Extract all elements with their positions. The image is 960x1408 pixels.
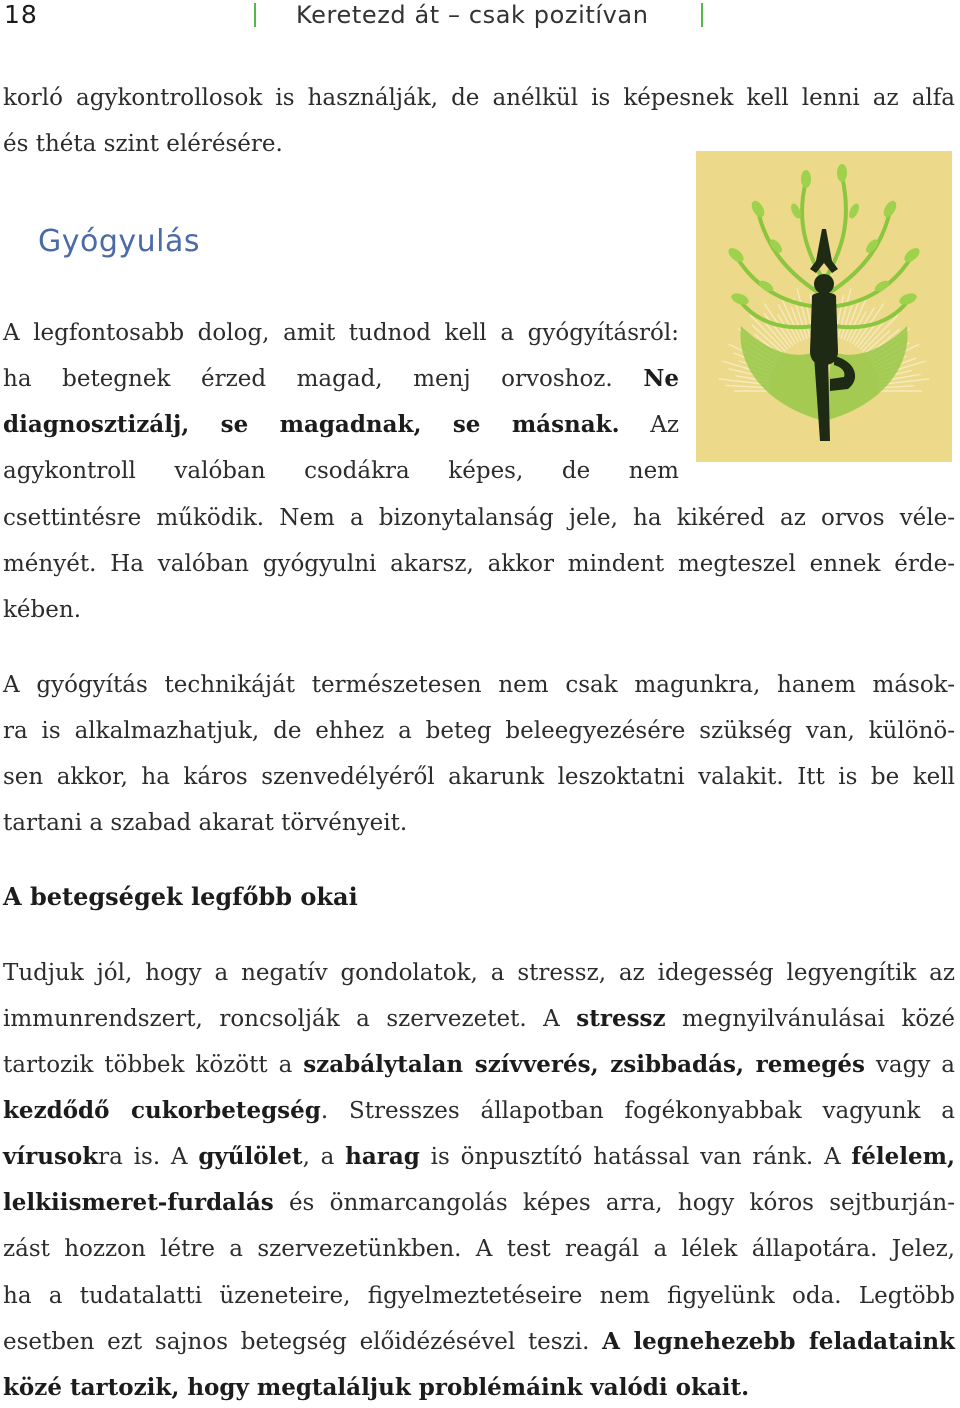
p3-line-2: immunrendszert, roncsolják a szervezetet. A stressz megnyilvánulásai közé	[3, 1005, 955, 1032]
p3-line-9: esetben ezt sajnos betegség előidézésével teszi. A legnehezebb feladataink	[3, 1328, 955, 1355]
p2-line-4: tartani a szabad akarat törvényeit.	[3, 810, 408, 836]
p1-line-3: diagnosztizálj, se magadnak, se másnak. Az	[3, 411, 680, 438]
p3-line-4: kezdődő cukorbetegség. Stresszes állapotban fogékonyabbak vagyunk a	[3, 1097, 955, 1124]
p3-line-7: zást hozzon létre a szervezetünkben. A test reagál a lélek állapotára. Jelez,	[3, 1236, 955, 1262]
page-number: 18	[4, 0, 38, 29]
p3-line-6: lelkiismeret-furdalás és önmarcangolás képes arra, hogy kóros sejtburján-	[3, 1189, 955, 1216]
intro-line-2: és théta szint elérésére.	[3, 131, 283, 157]
yoga-tree-icon	[696, 151, 952, 462]
p1-line-1: A legfontosabb dolog, amit tudnod kell a gyógyításról:	[3, 320, 679, 346]
p3-line-3: tartozik többek között a szabálytalan szívverés, zsibbadás, remegés vagy a	[3, 1051, 955, 1078]
p2-line-3: sen akkor, ha káros szenvedélyéről akarunk leszoktatni valakit. Itt is be kell	[3, 764, 955, 790]
p1-line-2: ha betegnek érzed magad, menj orvoshoz. Ne	[3, 365, 680, 392]
page-header	[0, 0, 960, 36]
p2-line-1: A gyógyítás technikáját természetesen nem csak magunkra, hanem mások-	[3, 672, 955, 698]
p3-line-1: Tudjuk jól, hogy a negatív gondolatok, a stressz, az idegesség legyengítik az	[3, 960, 955, 986]
intro-line-1: korló agykontrollosok is használják, de anélkül is képesnek kell lenni az alfa	[3, 85, 955, 111]
p1-line-4: agykontroll valóban csodákra képes, de nem	[3, 458, 679, 484]
p1-line-7: kében.	[3, 597, 82, 623]
p2-line-2: ra is alkalmazhatjuk, de ehhez a beteg beleegyezésére szükség van, különö-	[3, 718, 955, 744]
p3-line-8: ha a tudatalatti üzeneteire, figyelmeztetéseire nem figyelünk oda. Legtöbb	[3, 1283, 955, 1309]
yoga-tree-illustration	[696, 151, 952, 462]
header-divider-right	[701, 3, 703, 27]
p1-line-6: ményét. Ha valóban gyógyulni akarsz, akkor mindent megteszel ennek érde-	[3, 551, 955, 577]
p3-line-5: vírusokra is. A gyűlölet, a harag is önpusztító hatással van ránk. A félelem,	[3, 1143, 955, 1170]
p3-line-10: közé tartozik, hogy megtaláljuk problémáink valódi okait.	[3, 1374, 750, 1401]
running-title: Keretezd át – csak pozitívan	[296, 1, 649, 29]
section-title: Gyógyulás	[38, 224, 201, 259]
subheading: A betegségek legfőbb okai	[3, 882, 358, 911]
header-divider-left	[254, 3, 256, 27]
p1-line-5: csettintésre működik. Nem a bizonytalanság jele, ha kikéred az orvos véle-	[3, 505, 955, 531]
